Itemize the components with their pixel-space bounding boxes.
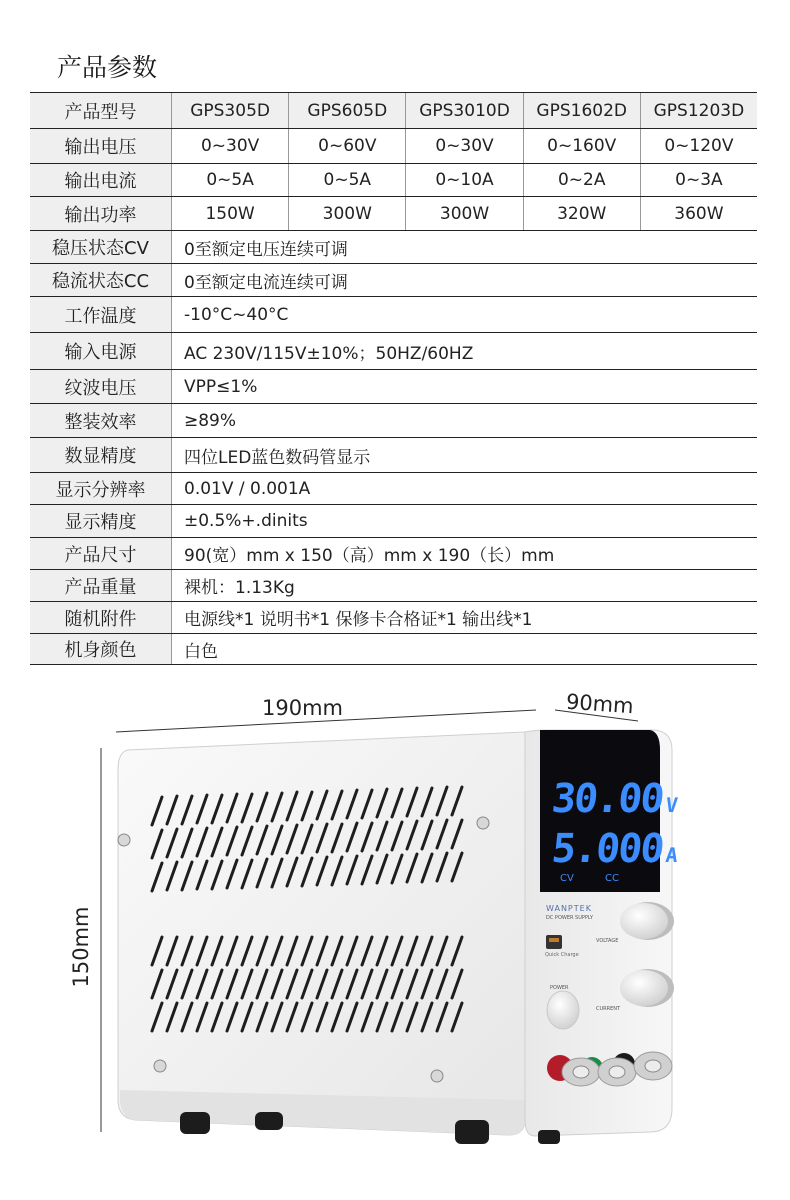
value-cell: 0~10A [406, 164, 523, 196]
value-cell: 白色 [184, 641, 218, 662]
table-row [30, 197, 757, 231]
page-title: 产品参数 [57, 53, 158, 82]
brand-subtitle: DC POWER SUPPLY [546, 915, 594, 921]
row-label: 输出功率 [30, 197, 172, 230]
row-label: 工作温度 [30, 297, 172, 332]
voltage-unit: V [664, 793, 678, 817]
value-cell: 0~5A [172, 164, 289, 196]
value-cell: 0~60V [289, 129, 406, 163]
row-label: 稳流状态CC [30, 264, 172, 296]
current-knob-label: CURRENT [596, 1006, 621, 1012]
row-label: 输出电压 [30, 129, 172, 163]
value-cell: AC 230V/115V±10%；50HZ/60HZ [184, 343, 474, 364]
table-row [30, 333, 757, 370]
row-label: 显示精度 [30, 505, 172, 537]
value-cell: 0~30V [406, 129, 523, 163]
model-cell: GPS605D [289, 93, 406, 128]
device-side-panel [118, 732, 525, 1135]
row-label: 稳压状态CV [30, 231, 172, 263]
table-row [30, 264, 757, 297]
power-supply-drawing [0, 680, 790, 1200]
value-cell: 360W [674, 203, 724, 224]
width-dimension-line [555, 710, 638, 721]
value-cell: 150W [172, 197, 289, 230]
row-label: 显示分辨率 [30, 473, 172, 504]
current-readout [550, 826, 679, 872]
table-row [30, 438, 757, 473]
table-row [30, 164, 757, 197]
row-label: 机身颜色 [30, 634, 172, 664]
value-cell: ±0.5%+.dinits [184, 511, 308, 531]
width-label: 90mm [565, 689, 635, 719]
value-cell: -10°C~40°C [184, 304, 289, 325]
table-row [30, 370, 757, 404]
table-row [30, 297, 757, 333]
value-cell: 0~5A [289, 164, 406, 196]
model-cell: GPS305D [172, 93, 289, 128]
voltage-readout [550, 776, 679, 822]
value-cell: 0至额定电压连续可调 [184, 239, 348, 260]
table-row [30, 570, 757, 602]
value-cell: 四位LED蓝色数码管显示 [184, 447, 371, 468]
row-label: 输入电源 [30, 333, 172, 369]
table-row [30, 634, 757, 665]
table-row [30, 602, 757, 634]
table-row [30, 505, 757, 538]
cv-indicator: CV [560, 873, 574, 884]
model-cell: GPS3010D [406, 93, 523, 128]
model-cell: GPS1203D [641, 93, 757, 128]
row-label: 产品型号 [30, 93, 172, 128]
model-cell: GPS1602D [524, 93, 641, 128]
voltage-knob-label: VOLTAGE [596, 938, 619, 944]
row-label: 纹波电压 [30, 370, 172, 403]
product-illustration [0, 680, 790, 1200]
value-cell: 90(宽）mm x 150（高）mm x 190（长）mm [184, 546, 555, 566]
value-cell: 0~160V [524, 129, 641, 163]
value-cell: 0~3A [675, 170, 723, 190]
value-cell: 裸机：1.13Kg [184, 578, 295, 598]
value-cell: 0~120V [664, 136, 734, 156]
power-label: POWER [550, 985, 569, 991]
value-cell: 300W [406, 197, 523, 230]
value-cell: ≥89% [184, 410, 237, 431]
row-label: 产品尺寸 [30, 538, 172, 569]
value-cell: 0至额定电流连续可调 [184, 272, 348, 293]
current-value: 5.000 [549, 826, 665, 872]
height-label: 150mm [69, 906, 93, 988]
usb-label: Quick Charge [545, 952, 579, 958]
table-row-models [30, 93, 757, 129]
table-row [30, 473, 757, 505]
table-row [30, 538, 757, 570]
value-cell: 0~30V [172, 129, 289, 163]
value-cell: 0.01V / 0.001A [184, 478, 311, 499]
row-label: 整装效率 [30, 404, 172, 437]
table-row [30, 404, 757, 438]
length-dimension-line [116, 710, 536, 732]
value-cell: 300W [289, 197, 406, 230]
cc-indicator: CC [605, 873, 619, 884]
value-cell: 0~2A [524, 164, 641, 196]
value-cell: 320W [524, 197, 641, 230]
brand-logo: WANPTEK [546, 904, 592, 913]
table-row [30, 231, 757, 264]
length-label: 190mm [262, 696, 343, 720]
row-label: 数显精度 [30, 438, 172, 472]
table-row [30, 129, 757, 164]
row-label: 输出电流 [30, 164, 172, 196]
voltage-value: 30.00 [549, 776, 665, 822]
spec-table [30, 92, 757, 665]
row-label: 随机附件 [30, 602, 172, 633]
power-button [547, 991, 579, 1029]
row-label: 产品重量 [30, 570, 172, 601]
current-unit: A [664, 843, 678, 867]
value-cell: VPP≤1% [184, 376, 258, 397]
value-cell: 电源线*1 说明书*1 保修卡合格证*1 输出线*1 [184, 610, 533, 630]
